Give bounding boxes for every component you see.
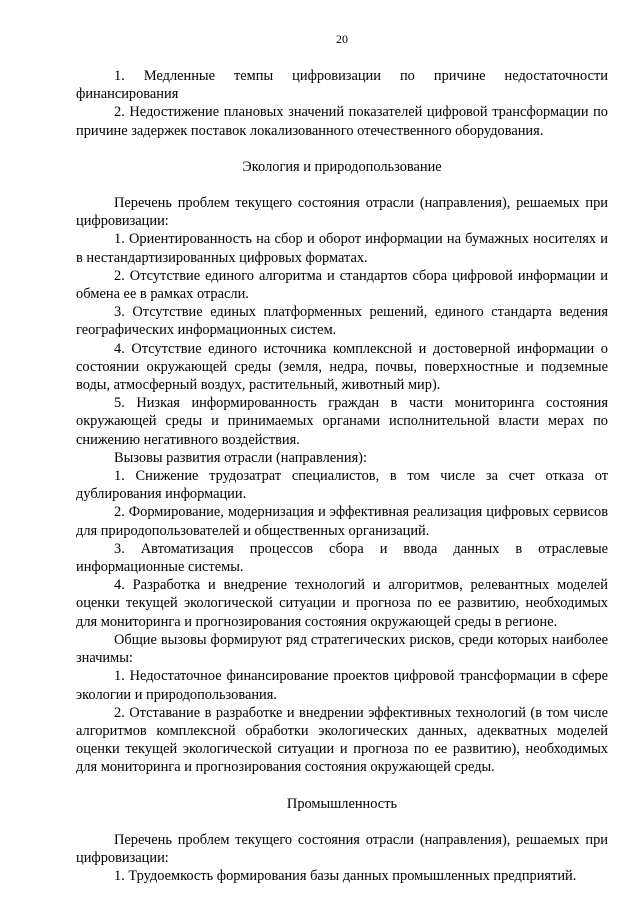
intro-block [76,67,608,140]
section-ecology [76,158,608,777]
paragraph: Общие вызовы формируют ряд стратегических рисков, среди которых наиболее значимы: [76,631,608,667]
paragraph: 2. Отсутствие единого алгоритма и стандартов сбора цифровой информации и обмена ее в рамках отрасли. [76,267,608,303]
paragraph: 5. Низкая информированность граждан в части мониторинга состояния окружающей среды и принимаемых органами исполнительной власти мерах по снижению негативного воздействия. [76,395,608,448]
section-heading: Экология и природопользование [242,158,442,175]
section-industry [76,795,608,886]
paragraph: 1. Недостаточное финансирование проектов цифровой трансформации в сфере экологии и природопользования. [76,668,608,703]
paragraph: 2. Отставание в разработке и внедрении эффективных технологий (в том числе алгоритмов комплексной обработки экологических данных, адекватных моделей оценки текущей экологической ситуации и прогноза по ее развитию), необходимых для мониторинга и прогнозирования состояния окружающей среды. [76,704,608,776]
paragraph: Вызовы развития отрасли (направления): [114,449,367,466]
paragraph: 4. Отсутствие единого источника комплексной и достоверной информации о состоянии окружающей среды (земля, недра, почвы, поверхностные и подземные воды, атмосферный воздух, растительный, животный мир). [76,340,608,394]
paragraph: Перечень проблем текущего состояния отрасли (направления), решаемых при цифровизации: [76,831,608,866]
paragraph: 2. Формирование, модернизация и эффективная реализация цифровых сервисов для природопользователей и общественных организаций. [76,504,608,539]
paragraph: 1. Медленные темпы цифровизации по причине недостаточности финансирования [76,68,608,103]
paragraph: 1. Ориентированность на сбор и оборот информации на бумажных носителях и в нестандартизированных цифровых форматах. [76,231,608,266]
section-heading: Промышленность [286,795,398,812]
paragraph: 3. Отсутствие единых платформенных решений, единого стандарта ведения географических информационных систем. [76,304,608,339]
paragraph: 3. Автоматизация процессов сбора и ввода данных в отраслевые информационные системы. [76,540,608,576]
paragraph: Перечень проблем текущего состояния отрасли (направления), решаемых при цифровизации: [76,195,608,230]
paragraph: 2. Недостижение плановых значений показателей цифровой трансформации по причине задержек поставок локализованного отечественного оборудования. [76,104,608,139]
page-number: 20 [336,32,348,46]
paragraph: 1. Трудоемкость формирования базы данных промышленных предприятий. [114,868,577,885]
paragraph: 1. Снижение трудозатрат специалистов, в том числе за счет отказа от дублирования информации. [76,468,608,503]
paragraph: 4. Разработка и внедрение технологий и алгоритмов, релевантных моделей оценки текущей экологической ситуации и прогноза по ее развитию, необходимых для мониторинга и прогнозирования состояния окружающей среды в регионе. [76,577,608,630]
